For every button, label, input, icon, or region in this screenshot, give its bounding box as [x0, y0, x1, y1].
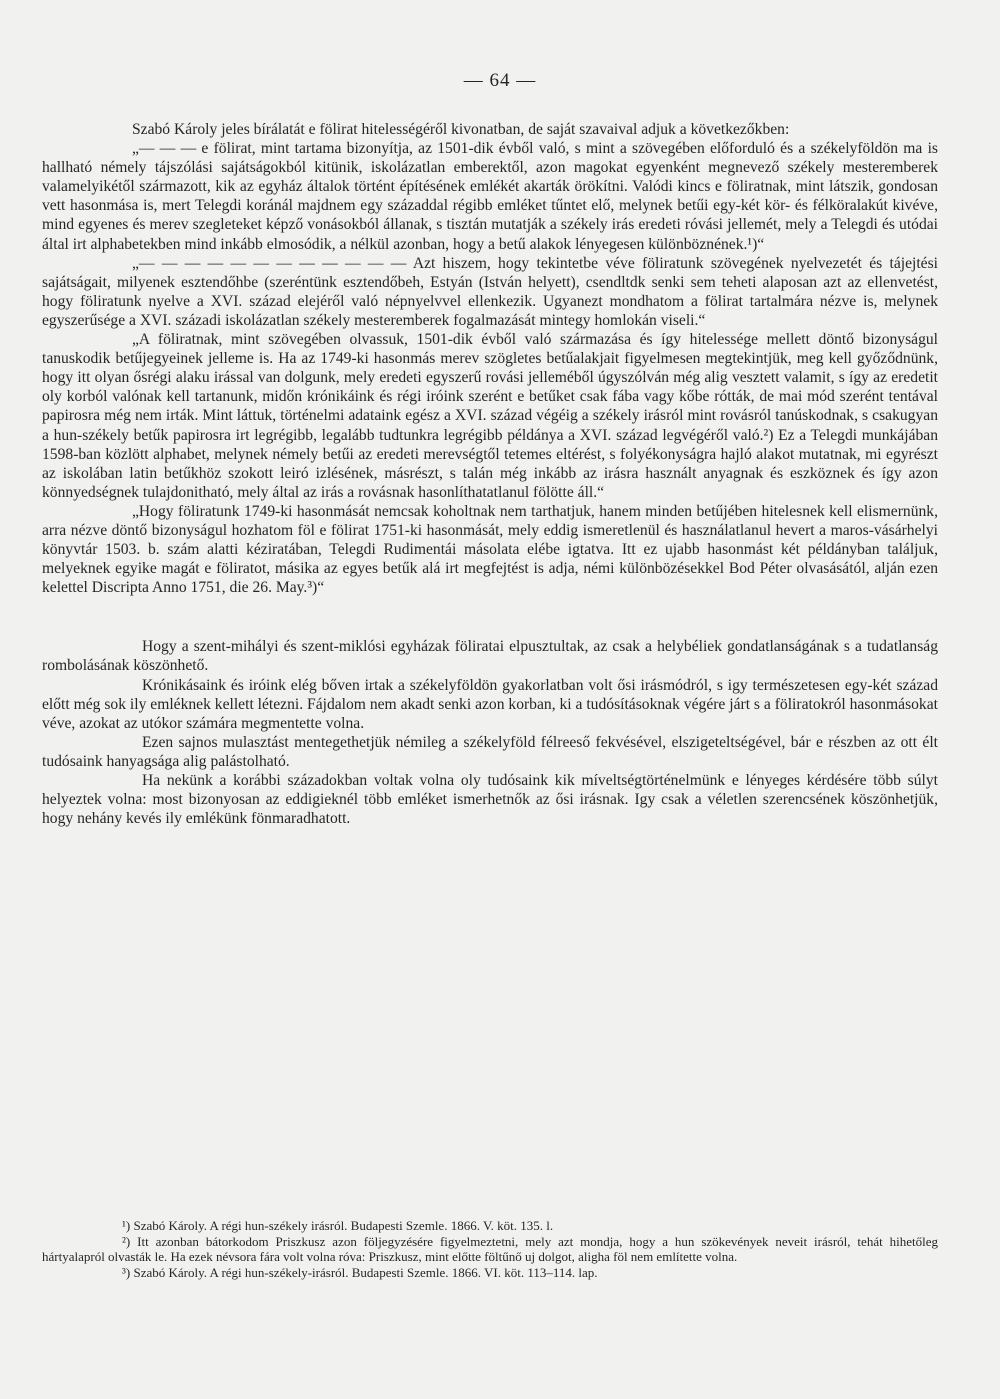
- paragraph: Krónikásaink és iróink elég bőven irtak a székelyföldön gyakorlatban volt ősi irásmódról, s igy természetesen egy-két század előtt még sok ily emléknek kellett létezni. Fájdalom nem akadt senki azon korban, ki a tudósításoknak végére járt s a föliratokról hasonmásokat véve, azokat az utókor számára megmentette volna.: [42, 676, 938, 732]
- lower-section: [42, 637, 938, 828]
- paragraph: Hogy a szent-mihályi és szent-miklósi egyházak föliratai elpusztultak, az csak a helybéliek gondatlanságának s a tudatlanság rombolásának köszönhető.: [42, 638, 938, 675]
- quote-paragraph: „— — — — — — — — — — — — Azt hiszem, hogy tekintetbe véve föliratunk szövegének nyelvezetét és tájejtési sajátságait, milyenek esztendőhbe (szeréntünk esztendőbeh, Estyán (István helyett), csendltdk senki sem teheti alaposan azt az ellenvetést, hogy föliratunk nyelve a XVI. század elejéről való népnyelvvel ellenkezik. Ugyanezt mondhatom a fölirat tartalmára nézve is, melynek egyszerűsége a XVI. századi iskolázatlan székely mesteremberek fogalmazását mintegy homlokán viseli.“: [42, 254, 938, 329]
- paragraph: Szabó Károly jeles bírálatát e fölirat hitelességéről kivonatban, de saját szavaival adjuk a következőkben:: [132, 121, 790, 138]
- paragraph: Ha nekünk a korábbi századokban voltak volna oly tudósaink kik míveltségtörténelmünk e lényeges kérdésére több súlyt helyeztek volna: most bizonyosan az eddigieknél több emléket ismerhetnők az ősi irásnak. Igy csak a véletlen szerencsének köszönhetjük, hogy nehány kevés ily emlékünk fönmaradhatott.: [42, 772, 938, 828]
- quote-paragraph: „A föliratnak, mint szövegében olvassuk, 1501-dik évből való származása és így hitelessége mellett döntő bizonyságul tanuskodik betűjegyeinek jelleme is. Ha az 1749-ki hasonmás merev szögletes betűalakjait figyelmesen megtekintjük, meg kell győződnünk, hogy itt olyan ősrégi alaku irással van dolgunk, mely eredeti egyszerű rovási jelleméből úgyszólván még alig vesztett valamit, s így az eredetit oly korból valónak kell tartanunk, midőn krónikáink és régi iróink szerént e betűket csak fába vagy kőbe rótták, de mai mód szerént tentával papirosra még nem irták. Mint láttuk, történelmi adataink egész a XVI. század végéig a székely irásról mint rovásról tanúskodnak, s csakugyan a hun-székely betűk papirosra irt legrégibb, legalább tudtunkra legrégibb példánya a XVI. század legvégéről való.²) Ez a Telegdi munkájában 1598-ban közlött alphabet, melynek némely betűi az eredeti merevségtől tetemes eltérést, s folyékonyságra hajló alakot mutatnak, mi egyrészt az iskolában latin betűkhöz szokott leiró izlésének, másrészt, s talán még inkább az irásra használt anyagnak és eszköznek és így azon könnyedségnek tulajdonitható, mely által az irás a rovásnak hasonlíthatatlanul fölötte áll.“: [42, 331, 938, 501]
- quote-paragraph: „— — — e fölirat, mint tartama bizonyítja, az 1501-dik évből való, s mint a szövegében előforduló és a székelyföldön ma is hallható némely tájszólási sajátságokból kitünik, iskolázatlan emberektől, azon magokat egyenként megnevező székely mesteremberek valamelyikétől származott, kik az egyház általok történt építésének emlékét akarták örökítni. Valódi kincs e föliratnak, mint látszik, gondosan vett hasonmása is, mert Telegdi koránál majdnem egy századdal régibb emléket tűntet elő, melynek betűi egy-két kör- és félköralakút kivéve, mind egyenes és merev szegleteket képző vonásokból állanak, s tisztán mutatják a székely irás eredeti róvási jellemét, mely a Telegdi és utódai által irt alphabetekben mind inkább elmosódik, a nélkül azonban, hogy a betű alakok lényegesen különböznének.¹)“: [42, 140, 938, 253]
- main-text: [42, 120, 938, 828]
- footnote: ²) Itt azonban bátorkodom Priszkusz azon följegyzésére figyelmeztetni, mely azt mondja, hogy a hun szökevények neveit irásról, tehát hihetőleg hártyalapról olvasták le. Ha ezek névsora fára volt volna róva: Priszkusz, mint előtte föltűnő uj dolgot, aligha föl nem említette volna.: [42, 1233, 938, 1264]
- quote-paragraph: „Hogy föliratunk 1749-ki hasonmását nemcsak koholtnak nem tarthatjuk, hanem minden betűjében hitelesnek kell elismernünk, arra nézve döntő bizonyságul hozhatom föl e fölirat 1751-ki hasonmását, mely eddig ismeretlenül és használatlanul hevert a maros-vásárhelyi könyvtár 1503. b. szám alatti kéziratában, Telegdi Rudimentái másolata elébe igtatva. Itt ez ujabb hasonmást két példányban találjuk, melyeknek egyike magát e föliratot, másika az egyes betűk alá irt megfejtést is adja, némi különbözésekkel Bod Péter olvasásától, alján ezen kelettel Discripta Anno 1751, die 26. May.³)“: [42, 502, 938, 597]
- paragraph: Ezen sajnos mulasztást mentegethetjük némileg a székelyföld félreeső fekvésével, elszigeteltségével, bár e részben az ott élt tudósaink hanyagsága alig palástolható.: [42, 733, 938, 770]
- page-number: — 64 —: [463, 70, 537, 91]
- footnote: ¹) Szabó Károly. A régi hun-székely irásról. Budapesti Szemle. 1866. V. köt. 135. l.: [122, 1218, 554, 1233]
- footnote: ³) Szabó Károly. A régi hun-székely-irásról. Budapesti Szemle. 1866. VI. köt. 113–114. lap.: [122, 1264, 598, 1280]
- footnotes: [42, 1218, 938, 1280]
